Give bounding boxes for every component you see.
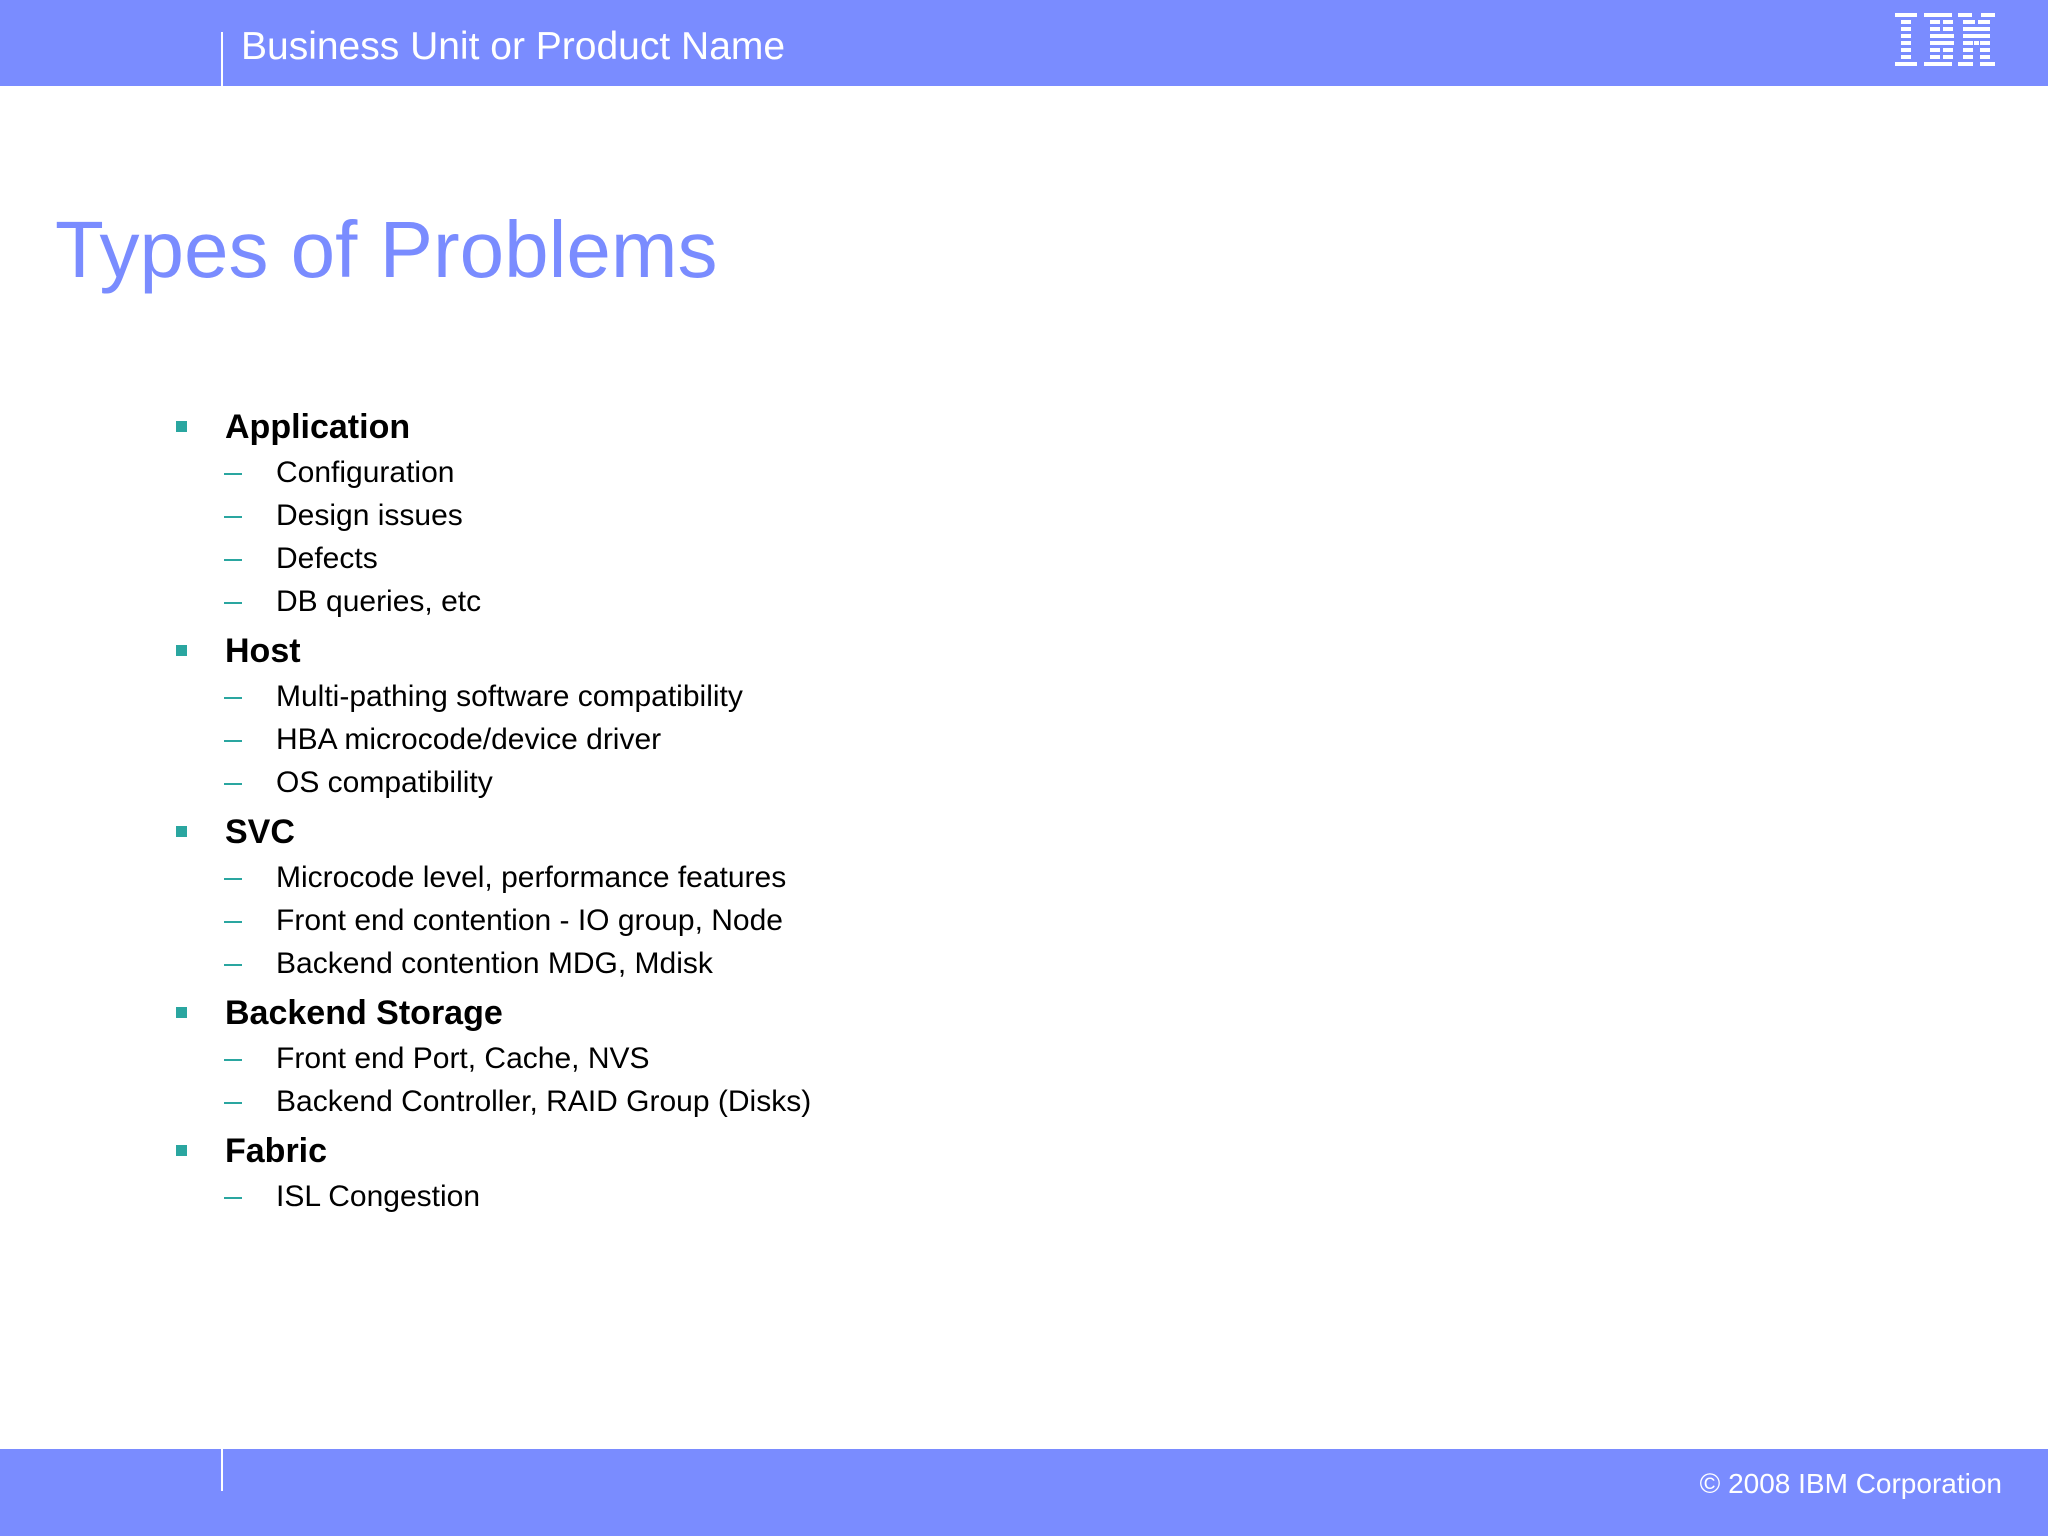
list-item-label: ISL Congestion bbox=[276, 1180, 481, 1213]
copyright-text: © 2008 IBM Corporation bbox=[1699, 1468, 2002, 1499]
dash-icon bbox=[224, 473, 242, 475]
list-item-label: Design issues bbox=[276, 499, 463, 532]
list-item-label: Microcode level, performance features bbox=[276, 861, 787, 894]
dash-icon bbox=[224, 516, 242, 518]
dash-icon bbox=[224, 1102, 242, 1104]
dash-icon bbox=[224, 602, 242, 604]
square-bullet-icon bbox=[176, 826, 187, 837]
square-bullet-icon bbox=[176, 1145, 187, 1156]
dash-icon bbox=[224, 921, 242, 923]
dash-icon bbox=[224, 740, 242, 742]
dash-icon bbox=[224, 1197, 242, 1199]
dash-icon bbox=[224, 697, 242, 699]
list-item-label: Backend Controller, RAID Group (Disks) bbox=[276, 1085, 812, 1118]
dash-icon bbox=[224, 1059, 242, 1061]
dash-icon bbox=[224, 878, 242, 880]
footer-divider bbox=[221, 1449, 223, 1491]
list-item-label: Front end contention - IO group, Node bbox=[276, 904, 783, 937]
dash-icon bbox=[224, 559, 242, 561]
square-bullet-icon bbox=[176, 1007, 187, 1018]
bullet-label: Fabric bbox=[225, 1132, 328, 1170]
slide-title: Types of Problems bbox=[55, 205, 718, 294]
square-bullet-icon bbox=[176, 421, 187, 432]
dash-icon bbox=[224, 783, 242, 785]
business-unit-title: Business Unit or Product Name bbox=[241, 25, 786, 68]
list-item-label: HBA microcode/device driver bbox=[276, 723, 662, 756]
list-item-label: Multi-pathing software compatibility bbox=[276, 680, 743, 713]
list-item-label: DB queries, etc bbox=[276, 585, 482, 618]
bullet-label: Host bbox=[225, 632, 301, 670]
square-bullet-icon bbox=[176, 645, 187, 656]
list-item-label: Front end Port, Cache, NVS bbox=[276, 1042, 650, 1075]
bullet-label: Backend Storage bbox=[225, 994, 503, 1032]
list-item-label: Configuration bbox=[276, 456, 455, 489]
list-item-label: OS compatibility bbox=[276, 766, 493, 799]
list-item-label: Defects bbox=[276, 542, 378, 575]
bullet-label: SVC bbox=[225, 813, 295, 851]
bullet-label: Application bbox=[225, 408, 411, 446]
list-item-label: Backend contention MDG, Mdisk bbox=[276, 947, 713, 980]
dash-icon bbox=[224, 964, 242, 966]
